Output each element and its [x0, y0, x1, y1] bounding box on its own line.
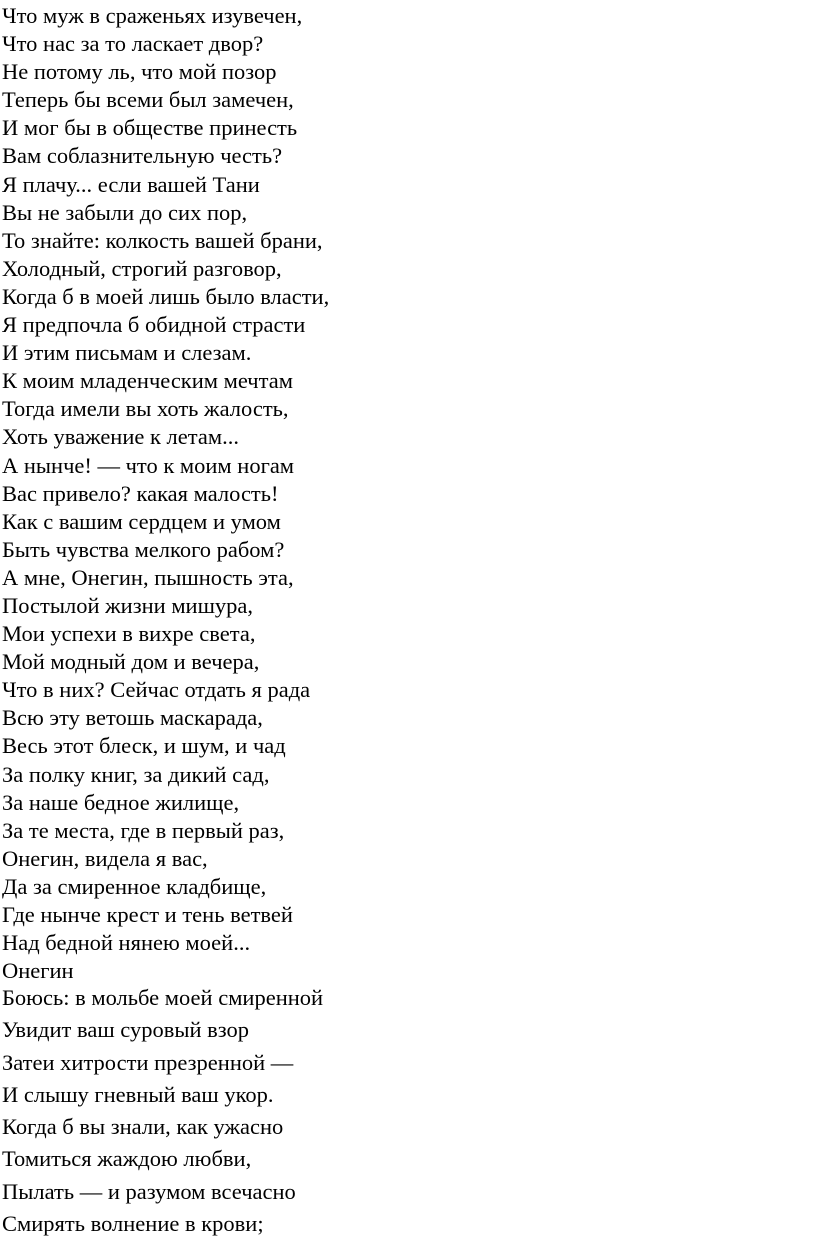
poem-line: Что муж в сраженьях изувечен,: [2, 3, 303, 28]
poem-line: Я предпочла б обидной страсти: [2, 312, 306, 338]
poem-line: Да за смиренное кладбище,: [2, 873, 267, 899]
poem-line: За те места, где в первый раз,: [2, 817, 285, 843]
poem-line: А нынче! — что к моим ногам: [2, 452, 295, 478]
poem-line: Вас привело? какая малость!: [2, 480, 279, 506]
onegin-stanza: [2, 982, 323, 1240]
poem-line: Что нас за то ласкает двор?: [2, 31, 264, 57]
poem-line: Онегин: [2, 958, 74, 984]
poem-line: То знайте: колкость вашей брани,: [2, 227, 323, 253]
letter-stanza: [2, 2, 329, 985]
poem-line: И мог бы в обществе принесть: [2, 115, 298, 141]
poem-line: Постылой жизни мишура,: [2, 592, 254, 618]
poem-line: Весь этот блеск, и шум, и чад: [2, 733, 286, 759]
poem-line: Когда б в моей лишь было власти,: [2, 283, 330, 309]
poem-line: Когда б вы знали, как ужасно: [2, 1114, 284, 1140]
poem-line: К моим младенческим мечтам: [2, 368, 293, 394]
poem-line: Как с вашим сердцем и умом: [2, 508, 281, 534]
poem-line: Тогда имели вы хоть жалость,: [2, 396, 289, 422]
poem-line: Пылать — и разумом всечасно: [2, 1178, 296, 1204]
poem-line: Всю эту ветошь маскарада,: [2, 705, 263, 731]
poem-line: Вы не забыли до сих пор,: [2, 199, 248, 225]
poem-line: Холодный, строгий разговор,: [2, 255, 282, 281]
poem-line: Быть чувства мелкого рабом?: [2, 536, 285, 562]
poem-line: Мой модный дом и вечера,: [2, 649, 260, 675]
poem-line: Хоть уважение к летам...: [2, 424, 239, 450]
poem-line: Томиться жаждою любви,: [2, 1146, 252, 1172]
poem-line: И этим письмам и слезам.: [2, 340, 252, 366]
poem-line: Теперь бы всеми был замечен,: [2, 87, 294, 113]
poem-line: Боюсь: в мольбе моей смиренной: [2, 985, 324, 1010]
poem-line: Где нынче крест и тень ветвей: [2, 902, 293, 927]
poem-line: Над бедной нянею моей...: [2, 930, 251, 956]
poem-line: Увидит ваш суровый взор: [2, 1017, 249, 1043]
poem-line: И слышу гневный ваш укор.: [2, 1081, 274, 1107]
poem-line: Я плачу... если вашей Тани: [2, 171, 260, 197]
poem-line: Не потому ль, что мой позор: [2, 59, 277, 85]
poem-line: Затеи хитрости презренной —: [2, 1049, 294, 1075]
poem-line: За полку книг, за дикий сад,: [2, 761, 270, 787]
poem-line: За наше бедное жилище,: [2, 789, 240, 815]
poem-line: Онегин, видела я вас,: [2, 845, 208, 871]
poem-line: Вам соблазнительную честь?: [2, 143, 283, 169]
poem-line: Смирять волнение в крови;: [2, 1211, 264, 1237]
poem-line: А мне, Онегин, пышность эта,: [2, 564, 294, 590]
poem-line: Что в них? Сейчас отдать я рада: [2, 677, 311, 703]
poem-line: Мои успехи в вихре света,: [2, 621, 256, 647]
